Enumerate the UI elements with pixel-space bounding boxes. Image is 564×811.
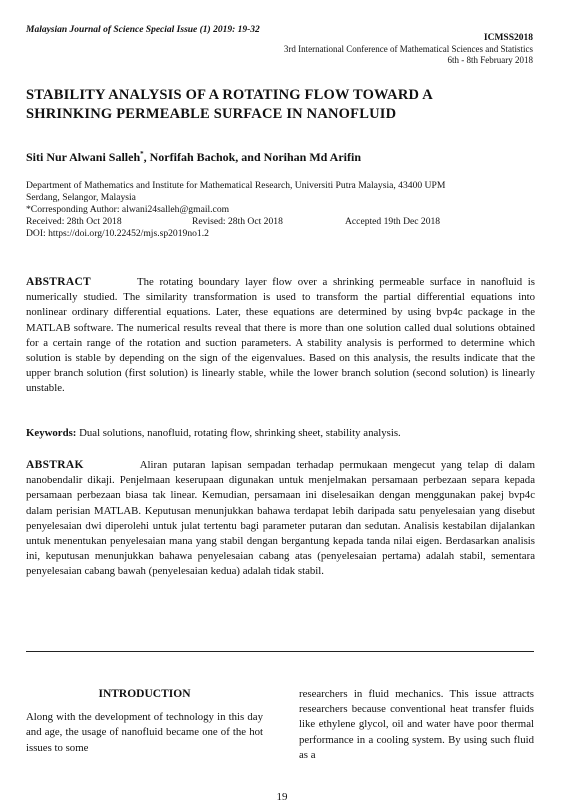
page-number: 19 <box>276 791 288 803</box>
introduction-heading: INTRODUCTION <box>98 688 191 700</box>
keywords-section <box>26 427 535 439</box>
conference-header <box>284 33 533 66</box>
section-divider <box>26 651 534 652</box>
corresponding-author: *Corresponding Author: alwani24salleh@gmail.com <box>26 204 230 215</box>
accepted-date: Accepted 19th Dec 2018 <box>345 216 441 227</box>
journal-citation: Malaysian Journal of Science Special Issue (1) 2019: 19-32 <box>26 25 260 35</box>
doi-link[interactable]: DOI: https://doi.org/10.22452/mjs.sp2019no1.2 <box>26 228 209 239</box>
affiliation-line-1: Department of Mathematics and Institute for Mathematical Research, Universiti Putra Malaysia, 43400 UPM <box>26 180 446 191</box>
introduction-text-right: researchers in fluid mechanics. This issue attracts researchers because conventional heat transfer fluids like ethylene glycol, oil and water have poor thermal performance in a cooling system. By using such fluid as a <box>299 688 534 761</box>
paper-title <box>26 86 526 124</box>
author-list <box>26 150 361 165</box>
title-line-2: SHRINKING PERMEABLE SURFACE IN NANOFLUID <box>26 106 397 122</box>
abstract-heading: ABSTRACT <box>26 276 92 288</box>
affiliation-block <box>26 180 536 240</box>
introduction-text-left: Along with the development of technology in this day and age, the usage of nanofluid became one of the hot issues to some <box>26 711 263 754</box>
conference-dates: 6th - 8th February 2018 <box>447 55 533 65</box>
column-right <box>299 687 534 763</box>
author-primary: Siti Nur Alwani Salleh <box>26 150 141 164</box>
keywords-label: Keywords: <box>26 427 77 439</box>
abstract-text: The rotating boundary layer flow over a shrinking permeable surface in nanofluid is numerically studied. The similarity transformation is used to transform the partial differential equations into nonlinear ordinary differential equations. Later, these equations are determined by using bvp4c package in the MATLAB software. The numerical results reveal that there is more than one solution called dual solutions obtained for a certain range of the rotation and suction parameters. A stability analysis is performed to determine which solution is stable by depending on the sign of the eigenvalues. Based on this analysis, the results indicate that the upper branch solution (first solution) is linearly stable, while the lower branch solution (second solution) is linearly unstable. <box>26 276 535 395</box>
conference-name: 3rd International Conference of Mathematical Sciences and Statistics <box>283 44 533 54</box>
keywords-text: Dual solutions, nanofluid, rotating flow, shrinking sheet, stability analysis. <box>76 427 401 439</box>
author-others: , Norfifah Bachok, and Norihan Md Arifin <box>143 150 361 164</box>
received-date: Received: 28th Oct 2018 <box>26 216 122 227</box>
conference-code: ICMSS2018 <box>483 33 533 43</box>
abstract-section <box>26 275 535 397</box>
manuscript-dates <box>26 216 536 228</box>
revised-date: Revised: 28th Oct 2018 <box>192 216 283 227</box>
affiliation-line-2: Serdang, Selangor, Malaysia <box>26 192 136 203</box>
corresponding-mark: * <box>140 150 144 158</box>
abstrak-section <box>26 458 535 580</box>
abstrak-heading: ABSTRAK <box>26 459 84 471</box>
column-left <box>26 687 263 756</box>
title-line-1: STABILITY ANALYSIS OF A ROTATING FLOW TOWARD A <box>26 87 433 103</box>
abstrak-text: Aliran putaran lapisan sempadan terhadap permukaan mengecut yang telap di dalam nanobendalir dikaji. Penjelmaan keserupaan digunakan untuk menjelmakan persamaan perbezaan separa kepada persamaan perbezaan biasa tak linear. Kemudian, persamaan ini diselesaikan dengan menggunakan pakej bvp4c dalam perisian MATLAB. Keputusan menunjukkan bahawa terdapat lebih daripada satu penyelesaian yang disebut penyelesaian dwi diperolehi untuk julat tertentu bagi parameter putaran dan sedutan. Analisis kestabilan dijalankan untuk menentukan penyelesaian mana yang stabil dengan bergantung kepada tanda nilai eigen. Berdasarkan analisis ini, keputusan menunjukkan bahawa penyelesaian cabang atas (penyelesaian pertama) adalah stabil, sementara penyelesaian cabang bawah (penyelesaian kedua) adalah tidak stabil. <box>26 459 535 578</box>
